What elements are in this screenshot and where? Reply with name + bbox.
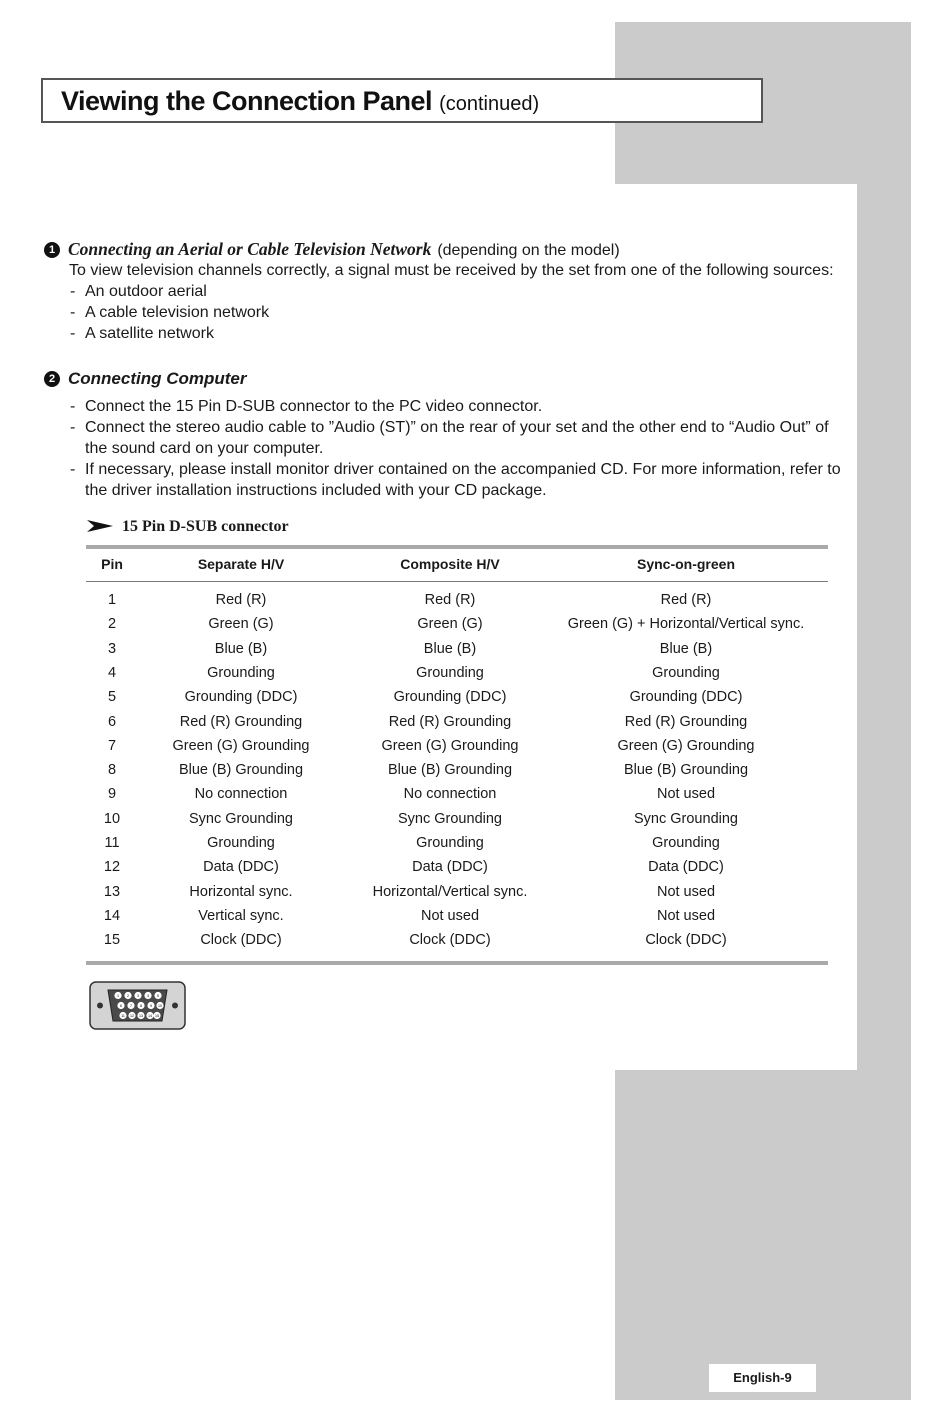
table-cell-sync-on-green: Green (G) Grounding bbox=[617, 737, 755, 754]
vga-connector-icon bbox=[89, 981, 186, 1030]
vga-pin-number: 4 bbox=[147, 993, 149, 998]
table-cell-separate: Horizontal sync. bbox=[189, 883, 293, 900]
table-top-rule bbox=[86, 545, 828, 549]
table-cell-sync-on-green: Grounding bbox=[652, 664, 720, 681]
vga-pin-number: 14 bbox=[148, 1013, 152, 1018]
page-title-main: Viewing the Connection Panel bbox=[61, 86, 433, 116]
vga-pin-number: 1 bbox=[117, 993, 119, 998]
vga-pin-number: 5 bbox=[157, 993, 159, 998]
list-item: - Connect the 15 Pin D-SUB connector to the PC video connector. bbox=[70, 398, 543, 415]
table-cell-pin: 15 bbox=[103, 932, 121, 949]
table-cell-composite: Red (R) bbox=[424, 592, 476, 608]
table-cell-separate: No connection bbox=[194, 786, 288, 803]
table-cell-pin: 3 bbox=[107, 640, 117, 657]
section1-list bbox=[69, 281, 269, 344]
table-cell-separate: Grounding bbox=[207, 835, 275, 851]
vga-pin-number: 13 bbox=[139, 1013, 143, 1018]
table-cell-separate: Sync Grounding bbox=[189, 810, 293, 827]
table-header-rule bbox=[86, 581, 828, 582]
table-cell-separate: Blue (B) Grounding bbox=[178, 762, 304, 779]
vga-pin-number: 6 bbox=[120, 1003, 122, 1008]
table-cell-separate: Grounding (DDC) bbox=[184, 689, 298, 706]
table-cell-composite: Horizontal/Vertical sync. bbox=[372, 883, 528, 900]
table-cell-sync-on-green: Red (R) bbox=[660, 592, 712, 608]
table-cell-pin: 2 bbox=[107, 616, 117, 633]
section1-heading bbox=[44, 239, 620, 260]
list-item: - Connect the stereo audio cable to ”Audio (ST)” on the rear of your set and the other end to “Audio Out” of the sound card on your computer. bbox=[70, 419, 829, 457]
table-cell-sync-on-green: Grounding (DDC) bbox=[629, 689, 743, 706]
number-badge-2-icon: 2 bbox=[44, 371, 60, 387]
table-header-separate: Separate H/V bbox=[197, 556, 285, 572]
page-title bbox=[61, 86, 539, 117]
connector-heading-label: 15 Pin D-SUB connector bbox=[122, 518, 289, 535]
table-cell-sync-on-green: Not used bbox=[656, 883, 716, 900]
table-header-composite: Composite H/V bbox=[400, 556, 500, 572]
table-cell-pin: 1 bbox=[107, 592, 117, 608]
table-cell-composite: Blue (B) bbox=[423, 640, 477, 657]
section2-heading bbox=[44, 369, 247, 389]
table-cell-separate: Blue (B) bbox=[214, 640, 268, 657]
list-item: - An outdoor aerial bbox=[70, 283, 207, 300]
table-cell-sync-on-green: Sync Grounding bbox=[634, 810, 738, 827]
page-number: English-9 bbox=[709, 1364, 816, 1392]
vga-pin-number: 2 bbox=[127, 993, 129, 998]
table-cell-sync-on-green: Blue (B) Grounding bbox=[623, 762, 749, 779]
table-cell-pin: 7 bbox=[107, 737, 117, 754]
section2-title: Connecting Computer bbox=[68, 369, 247, 388]
page-title-sub: (continued) bbox=[439, 93, 540, 115]
table-bottom-rule bbox=[86, 961, 828, 965]
table-cell-sync-on-green: Grounding bbox=[652, 835, 720, 851]
table-cell-sync-on-green: Not used bbox=[656, 786, 716, 803]
table-cell-composite: Green (G) bbox=[417, 616, 483, 633]
table-cell-composite: Blue (B) Grounding bbox=[387, 762, 513, 779]
table-cell-pin: 10 bbox=[103, 810, 121, 827]
vga-pin-number: 15 bbox=[155, 1013, 159, 1018]
list-item: - If necessary, please install monitor driver contained on the accompanied CD. For more information, refer to the driver installation instructions included with your CD package. bbox=[70, 461, 841, 499]
title-box bbox=[41, 78, 763, 123]
section1-title: Connecting an Aerial or Cable Television Network bbox=[68, 239, 432, 259]
list-item: - A satellite network bbox=[70, 325, 214, 342]
section2-list bbox=[69, 396, 841, 501]
vga-pin-number: 3 bbox=[137, 993, 139, 998]
table-cell-sync-on-green: Data (DDC) bbox=[648, 859, 724, 876]
table-cell-pin: 9 bbox=[107, 786, 117, 803]
vga-pin-number: 9 bbox=[150, 1003, 152, 1008]
vga-pin-number: 11 bbox=[121, 1013, 125, 1018]
table-cell-composite: Grounding bbox=[416, 835, 484, 851]
table-cell-composite: Not used bbox=[420, 907, 480, 924]
vga-pin-number: 7 bbox=[130, 1003, 132, 1008]
table-cell-separate: Red (R) Grounding bbox=[179, 713, 303, 730]
table-cell-pin: 5 bbox=[107, 689, 117, 706]
number-badge-1-icon: 1 bbox=[44, 242, 60, 258]
section1-intro: To view television channels correctly, a signal must be received by the set from one of the following sources: bbox=[69, 262, 834, 279]
table-header-sync-on-green: Sync-on-green bbox=[636, 556, 735, 572]
table-cell-composite: No connection bbox=[403, 786, 497, 803]
table-cell-sync-on-green: Blue (B) bbox=[659, 640, 713, 657]
table-header-pin: Pin bbox=[101, 556, 123, 572]
table-cell-sync-on-green: Red (R) Grounding bbox=[624, 713, 748, 730]
table-cell-pin: 6 bbox=[107, 713, 117, 730]
table-cell-separate: Green (G) bbox=[208, 616, 274, 633]
table-cell-pin: 4 bbox=[107, 664, 117, 681]
list-item: - A cable television network bbox=[70, 304, 270, 321]
table-cell-pin: 14 bbox=[103, 907, 121, 924]
vga-pin-number: 10 bbox=[158, 1003, 162, 1008]
table-cell-sync-on-green: Green (G) + Horizontal/Vertical sync. bbox=[567, 616, 805, 633]
vga-pin-number: 8 bbox=[140, 1003, 142, 1008]
table-cell-sync-on-green: Not used bbox=[656, 907, 716, 924]
vga-pin-number: 12 bbox=[130, 1013, 134, 1018]
table-cell-separate: Data (DDC) bbox=[203, 859, 279, 876]
table-cell-pin: 11 bbox=[104, 835, 120, 851]
table-cell-separate: Red (R) bbox=[215, 592, 267, 608]
table-cell-composite: Clock (DDC) bbox=[409, 932, 491, 949]
table-cell-separate: Grounding bbox=[207, 664, 275, 681]
section1-note: (depending on the model) bbox=[437, 242, 620, 259]
table-cell-pin: 8 bbox=[107, 762, 117, 779]
table-cell-separate: Vertical sync. bbox=[198, 907, 284, 924]
table-cell-composite: Grounding (DDC) bbox=[393, 689, 507, 706]
arrow-pointer-icon bbox=[87, 520, 113, 532]
table-cell-pin: 12 bbox=[103, 859, 121, 876]
table-cell-pin: 13 bbox=[103, 883, 121, 900]
table-cell-sync-on-green: Clock (DDC) bbox=[645, 932, 727, 949]
table-cell-composite: Red (R) Grounding bbox=[388, 713, 512, 730]
table-cell-separate: Clock (DDC) bbox=[200, 932, 282, 949]
table-cell-separate: Green (G) Grounding bbox=[172, 737, 310, 754]
table-cell-composite: Grounding bbox=[416, 664, 484, 681]
table-cell-composite: Data (DDC) bbox=[412, 859, 488, 876]
connector-heading bbox=[87, 518, 289, 536]
table-cell-composite: Sync Grounding bbox=[398, 810, 502, 827]
table-cell-composite: Green (G) Grounding bbox=[381, 737, 519, 754]
